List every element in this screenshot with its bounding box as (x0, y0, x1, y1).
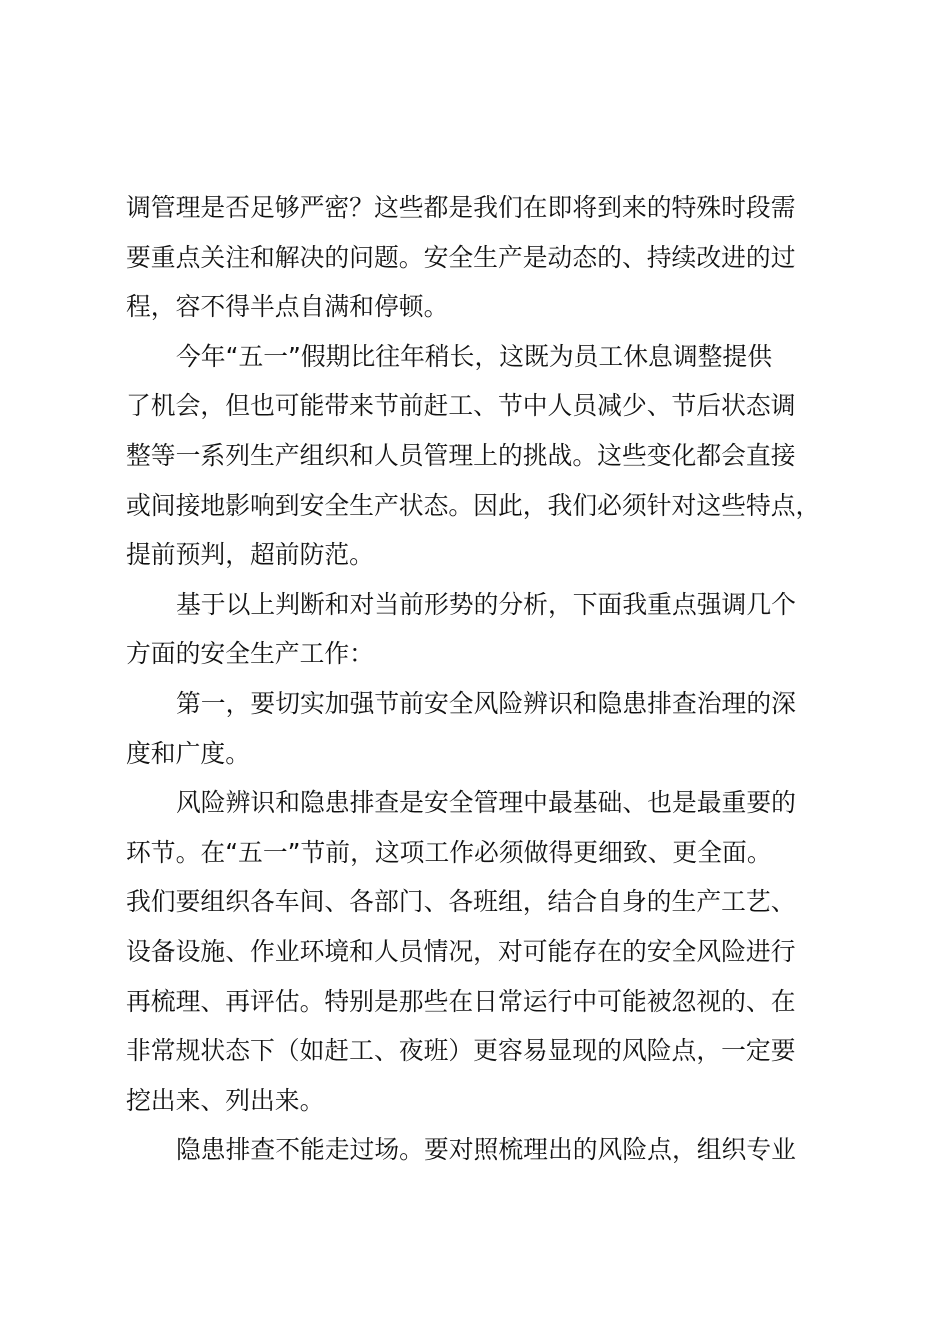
text-line: 了机会，但也可能带来节前赶工、节中人员减少、节后状态调 (126, 391, 796, 421)
section-heading: 第一，要切实加强节前安全风险辨识和隐患排查治理的深 (176, 688, 796, 718)
paragraph-first-line: 风险辨识和隐患排查是安全管理中最基础、也是最重要的 (176, 788, 796, 818)
text-line: 再梳理、再评估。特别是那些在日常运行中可能被忽视的、在 (126, 986, 796, 1016)
text-line: 或间接地影响到安全生产状态。因此，我们必须针对这些特点， (126, 490, 821, 520)
text-line: 挖出来、列出来。 (126, 1085, 325, 1115)
body-text (126, 183, 832, 1175)
text-line: 调管理是否足够严密？这些都是我们在即将到来的特殊时段需 (126, 193, 796, 222)
text-line: 环节。在“五一”节前，这项工作必须做得更细致、更全面。 (126, 837, 772, 867)
text-line: 我们要组织各车间、各部门、各班组，结合自身的生产工艺、 (126, 887, 796, 917)
text-line: 程，容不得半点自满和停顿。 (126, 292, 449, 322)
paragraph-first-line: 基于以上判断和对当前形势的分析，下面我重点强调几个 (176, 589, 796, 619)
section-heading-cont: 度和广度。 (126, 738, 250, 768)
paragraph-first-line: 今年“五一”假期比往年稍长，这既为员工休息调整提供 (176, 341, 773, 371)
text-line: 要重点关注和解决的问题。安全生产是动态的、持续改进的过 (126, 242, 796, 272)
text-line: 非常规状态下（如赶工、夜班）更容易显现的风险点，一定要 (126, 1036, 796, 1066)
text-line: 提前预判，超前防范。 (126, 540, 374, 570)
text-line: 方面的安全生产工作： (126, 639, 374, 669)
text-line: 整等一系列生产组织和人员管理上的挑战。这些变化都会直接 (126, 440, 796, 470)
paragraph-first-line: 隐患排查不能走过场。要对照梳理出的风险点，组织专业 (176, 1135, 796, 1165)
text-line: 设备设施、作业环境和人员情况，对可能存在的安全风险进行 (126, 936, 796, 966)
